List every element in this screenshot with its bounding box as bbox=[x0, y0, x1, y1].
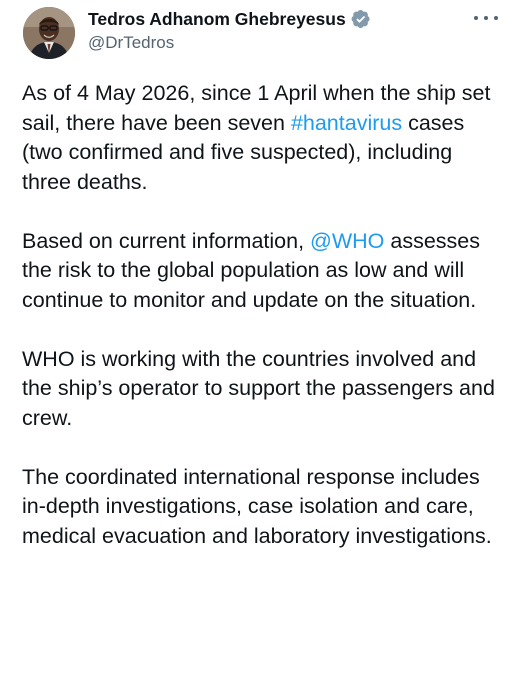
avatar[interactable] bbox=[23, 7, 75, 59]
tweet-paragraph-4: The coordinated international response includes in-depth investigations, case isolation and care, medical evacuation and laboratory investigations. bbox=[22, 464, 492, 548]
profile-photo-icon bbox=[23, 7, 75, 59]
author-display-name[interactable]: Tedros Adhanom Ghebreyesus bbox=[88, 8, 346, 29]
author-name-row bbox=[88, 8, 371, 30]
dot-icon bbox=[494, 16, 498, 20]
dot-icon bbox=[484, 16, 488, 20]
tweet-text bbox=[22, 79, 502, 551]
tweet-paragraph-3: WHO is working with the countries involved and the ship’s operator to support the passengers and crew. bbox=[22, 346, 495, 430]
tweet-text-segment: cases (two confirmed and five suspected), including three deaths. bbox=[22, 110, 465, 194]
hashtag-link[interactable]: #hantavirus bbox=[290, 110, 403, 135]
more-options-icon[interactable] bbox=[474, 10, 498, 26]
tweet-text-segment: As of 4 May 2026, since 1 April when the ship set sail, there have been seven bbox=[22, 81, 491, 135]
tweet-text-segment: Based on current information, bbox=[22, 228, 311, 253]
tweet-paragraph-2 bbox=[22, 227, 502, 316]
mention-link[interactable]: @WHO bbox=[310, 228, 385, 253]
dot-icon bbox=[474, 16, 478, 20]
tweet-paragraph-1 bbox=[22, 79, 502, 197]
author-handle[interactable]: @DrTedros bbox=[88, 33, 175, 52]
verified-badge-icon bbox=[351, 9, 371, 29]
tweet-text-segment: assesses the risk to the global population as low and will continue to monitor and update on the situation. bbox=[22, 228, 480, 312]
